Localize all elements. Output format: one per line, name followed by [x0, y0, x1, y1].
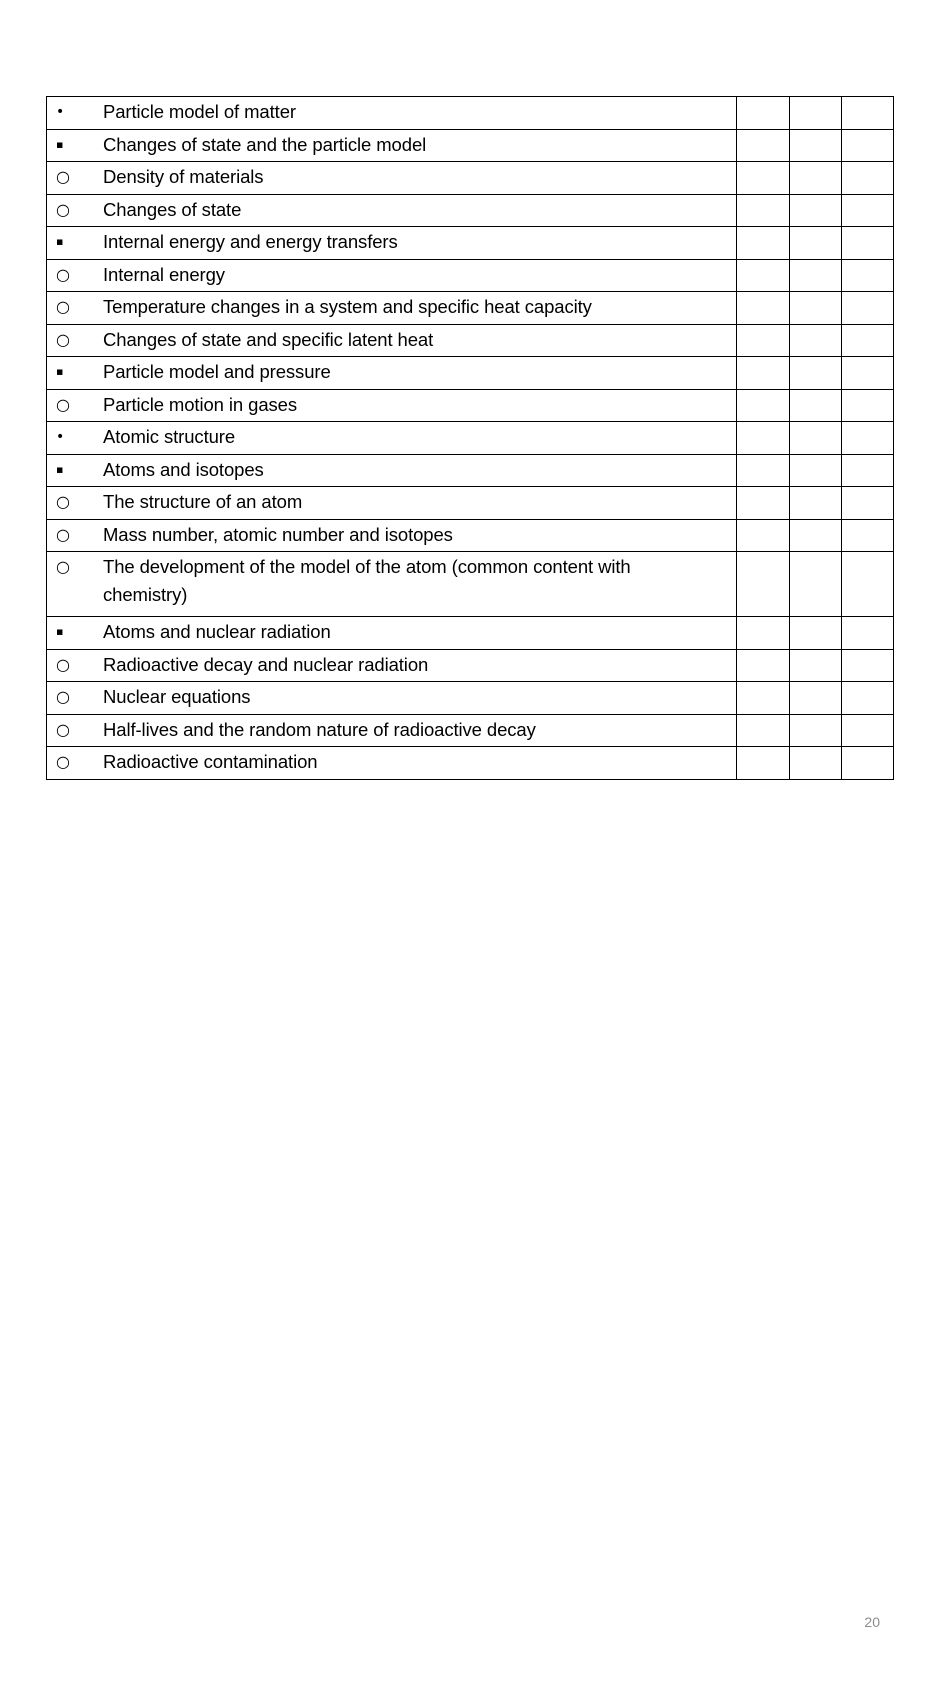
topic-cell: [47, 682, 737, 715]
rating-box-3[interactable]: [841, 714, 893, 747]
rating-box-2[interactable]: [789, 389, 841, 422]
rating-box-3[interactable]: [841, 649, 893, 682]
rating-box-3[interactable]: [841, 552, 893, 617]
rating-box-2[interactable]: [789, 194, 841, 227]
topic-label: Changes of state and specific latent heat: [103, 328, 434, 350]
bullet-ring-icon: ○: [56, 264, 70, 284]
checklist-row: [47, 617, 894, 650]
bullet-square-icon: ▪: [56, 235, 64, 248]
rating-box-1[interactable]: [737, 97, 789, 130]
topic-cell: [47, 194, 737, 227]
rating-box-2[interactable]: [789, 552, 841, 617]
checklist-row: [47, 227, 894, 260]
bullet-square-icon: ▪: [56, 365, 64, 378]
topic-label: Internal energy and energy transfers: [103, 231, 398, 252]
topic-label: Internal energy: [103, 263, 225, 285]
topic-cell: [47, 97, 737, 130]
bullet-dot-icon: •: [56, 429, 65, 445]
bullet-ring-icon: ○: [56, 524, 70, 544]
rating-box-2[interactable]: [789, 617, 841, 650]
checklist-row: [47, 292, 894, 325]
checklist-row: [47, 519, 894, 552]
topic-cell: [47, 454, 737, 487]
rating-box-1[interactable]: [737, 617, 789, 650]
topic-label: Half-lives and the random nature of radioactive decay: [103, 718, 536, 740]
rating-box-2[interactable]: [789, 129, 841, 162]
rating-box-1[interactable]: [737, 357, 789, 390]
rating-box-1[interactable]: [737, 129, 789, 162]
bullet-ring-icon: ○: [56, 492, 70, 511]
topic-label: Particle motion in gases: [103, 393, 298, 415]
topic-cell: [47, 747, 737, 780]
bullet-ring-icon: ○: [56, 719, 70, 739]
rating-box-2[interactable]: [789, 259, 841, 292]
rating-box-3[interactable]: [841, 259, 893, 292]
rating-box-1[interactable]: [737, 487, 789, 520]
rating-box-2[interactable]: [789, 357, 841, 390]
topic-label: Mass number, atomic number and isotopes: [103, 523, 453, 545]
topic-label: Changes of state: [103, 198, 242, 220]
topic-cell: [47, 487, 737, 520]
checklist-row: [47, 422, 894, 455]
checklist-row: [47, 682, 894, 715]
rating-box-3[interactable]: [841, 454, 893, 487]
topic-label: Nuclear equations: [103, 686, 251, 707]
bullet-ring-icon: ○: [56, 687, 70, 706]
topic-label: Particle model and pressure: [103, 361, 331, 382]
bullet-ring-icon: ○: [56, 329, 70, 349]
topic-cell: [47, 552, 737, 617]
topic-cell: [47, 324, 737, 357]
bullet-square-icon: ▪: [56, 462, 64, 476]
bullet-ring-icon: ○: [56, 394, 70, 414]
rating-box-1[interactable]: [737, 649, 789, 682]
rating-box-3[interactable]: [841, 194, 893, 227]
checklist-row: [47, 552, 894, 617]
rating-box-1[interactable]: [737, 519, 789, 552]
checklist-row: [47, 747, 894, 780]
rating-box-2[interactable]: [789, 454, 841, 487]
topic-label: Density of materials: [103, 166, 264, 187]
bullet-dot-icon: •: [56, 104, 65, 120]
rating-box-1[interactable]: [737, 454, 789, 487]
rating-box-2[interactable]: [789, 324, 841, 357]
bullet-ring-icon: ○: [56, 167, 70, 186]
bullet-ring-icon: ○: [56, 654, 70, 674]
bullet-ring-icon: ○: [56, 297, 70, 316]
rating-box-3[interactable]: [841, 487, 893, 520]
topic-cell: [47, 422, 737, 455]
rating-box-3[interactable]: [841, 227, 893, 260]
topic-cell: [47, 129, 737, 162]
topic-label: Atoms and nuclear radiation: [103, 621, 331, 642]
rating-box-2[interactable]: [789, 162, 841, 195]
rating-box-3[interactable]: [841, 422, 893, 455]
rating-box-1[interactable]: [737, 227, 789, 260]
rating-box-3[interactable]: [841, 357, 893, 390]
rating-box-2[interactable]: [789, 714, 841, 747]
rating-box-1[interactable]: [737, 714, 789, 747]
checklist-row: [47, 129, 894, 162]
topic-checklist-table: [46, 96, 894, 780]
checklist-row: [47, 194, 894, 227]
topic-label: Particle model of matter: [103, 101, 296, 122]
rating-box-2[interactable]: [789, 519, 841, 552]
bullet-square-icon: ▪: [56, 625, 64, 638]
topic-cell: [47, 227, 737, 260]
rating-box-1[interactable]: [737, 422, 789, 455]
topic-label: The development of the model of the atom (common content with chemistry): [103, 556, 631, 605]
rating-box-3[interactable]: [841, 682, 893, 715]
topic-label: Changes of state and the particle model: [103, 133, 427, 155]
topic-label: Temperature changes in a system and specific heat capacity: [103, 296, 592, 317]
rating-box-2[interactable]: [789, 649, 841, 682]
topic-cell: [47, 714, 737, 747]
rating-box-3[interactable]: [841, 324, 893, 357]
checklist-row: [47, 324, 894, 357]
rating-box-2[interactable]: [789, 227, 841, 260]
bullet-square-icon: ▪: [56, 137, 64, 151]
checklist-row: [47, 649, 894, 682]
checklist-row: [47, 487, 894, 520]
rating-box-3[interactable]: [841, 292, 893, 325]
rating-box-3[interactable]: [841, 162, 893, 195]
rating-box-1[interactable]: [737, 259, 789, 292]
rating-box-1[interactable]: [737, 162, 789, 195]
checklist-row: [47, 162, 894, 195]
checklist-row: [47, 389, 894, 422]
rating-box-3[interactable]: [841, 519, 893, 552]
bullet-ring-icon: ○: [56, 557, 70, 576]
rating-box-3[interactable]: [841, 97, 893, 130]
rating-box-2[interactable]: [789, 487, 841, 520]
rating-box-1[interactable]: [737, 552, 789, 617]
topic-cell: [47, 292, 737, 325]
rating-box-1[interactable]: [737, 194, 789, 227]
topic-label: Atomic structure: [103, 426, 236, 447]
rating-box-1[interactable]: [737, 389, 789, 422]
topic-cell: [47, 259, 737, 292]
topic-cell: [47, 162, 737, 195]
checklist-body: [47, 97, 894, 780]
topic-cell: [47, 519, 737, 552]
rating-box-3[interactable]: [841, 389, 893, 422]
topic-label: Radioactive decay and nuclear radiation: [103, 653, 429, 675]
page-number: 20: [864, 1614, 880, 1630]
topic-cell: [47, 617, 737, 650]
rating-box-2[interactable]: [789, 747, 841, 780]
topic-cell: [47, 649, 737, 682]
rating-box-2[interactable]: [789, 422, 841, 455]
bullet-ring-icon: ○: [56, 199, 70, 219]
topic-label: Radioactive contamination: [103, 751, 318, 772]
topic-cell: [47, 357, 737, 390]
checklist-row: [47, 357, 894, 390]
checklist-row: [47, 259, 894, 292]
checklist-row: [47, 97, 894, 130]
topic-cell: [47, 389, 737, 422]
topic-label: Atoms and isotopes: [103, 458, 264, 480]
rating-box-2[interactable]: [789, 97, 841, 130]
rating-box-1[interactable]: [737, 324, 789, 357]
rating-box-1[interactable]: [737, 292, 789, 325]
rating-box-2[interactable]: [789, 682, 841, 715]
checklist-row: [47, 714, 894, 747]
rating-box-1[interactable]: [737, 682, 789, 715]
rating-box-3[interactable]: [841, 129, 893, 162]
rating-box-3[interactable]: [841, 617, 893, 650]
bullet-ring-icon: ○: [56, 752, 70, 771]
checklist-row: [47, 454, 894, 487]
rating-box-2[interactable]: [789, 292, 841, 325]
rating-box-3[interactable]: [841, 747, 893, 780]
topic-label: The structure of an atom: [103, 491, 303, 512]
rating-box-1[interactable]: [737, 747, 789, 780]
